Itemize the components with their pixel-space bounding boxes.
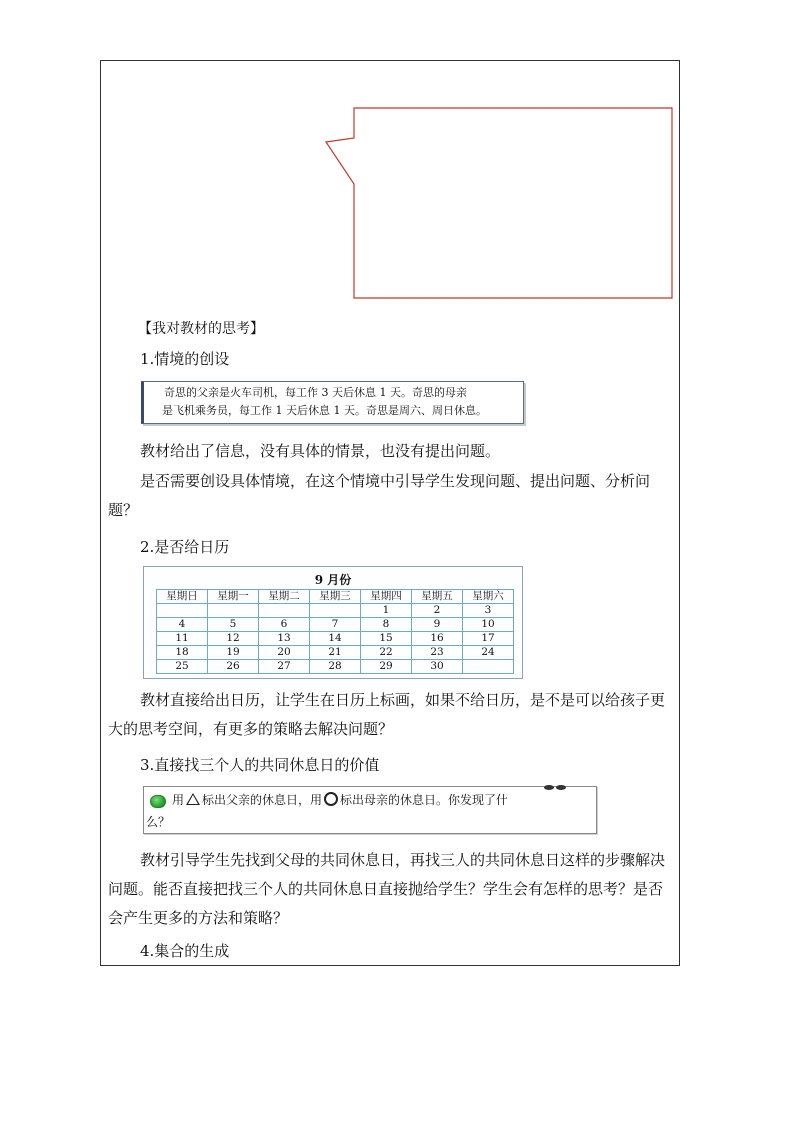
calendar-day: 5 [208, 618, 259, 632]
calendar-day: 13 [259, 632, 310, 646]
calendar-day: 9 [412, 618, 463, 632]
calendar-day: 8 [361, 618, 412, 632]
question-figure [143, 786, 597, 834]
calendar-day: 2 [412, 604, 463, 618]
paragraph-2: 是否需要创设具体情境，在这个情境中引导学生发现问题、提出问题、分析问题？ [108, 472, 651, 519]
speech-callout [322, 106, 676, 302]
calendar-day: 25 [157, 660, 208, 674]
calendar-day: 30 [412, 660, 463, 674]
calendar-day: 11 [157, 632, 208, 646]
ink-blot-icon [544, 785, 570, 791]
question-text-3: 标出母亲的休息日。你发现了什 [340, 793, 509, 807]
calendar-header-cell: 星期二 [259, 590, 310, 604]
question-text-1: 用 [172, 793, 185, 807]
calendar-title: 9 月份 [314, 573, 352, 587]
calendar-week-row [157, 618, 514, 632]
paragraph-4: 教材引导学生先找到父母的共同休息日，再找三人的共同休息日这样的步骤解决问题。能否直接把找三个人的共同休息日直接抛给学生？学生会有怎样的思考？是否会产生更多的方法和策略？ [108, 851, 666, 927]
calendar-week-row [157, 632, 514, 646]
paragraph-1: 教材给出了信息，没有具体的情景，也没有提出问题。 [140, 442, 501, 460]
calendar-header-cell: 星期四 [361, 590, 412, 604]
section-3-title: 3.直接找三个人的共同休息日的价值 [140, 756, 380, 774]
calendar-header-cell: 星期三 [310, 590, 361, 604]
calendar-day: 1 [361, 604, 412, 618]
question-text-2: 标出父亲的休息日，用 [202, 793, 323, 807]
calendar-week-row [157, 660, 514, 674]
calendar-day: 24 [463, 646, 514, 660]
calendar-day: 18 [157, 646, 208, 660]
calendar-figure [143, 566, 523, 679]
section-2-title: 2.是否给日历 [140, 538, 230, 556]
calendar-day: 10 [463, 618, 514, 632]
calendar-table [156, 589, 514, 674]
green-bullet-icon [150, 795, 166, 808]
calendar-day: 6 [259, 618, 310, 632]
reflection-heading: 【我对教材的思考】 [138, 321, 264, 337]
calendar-day: 15 [361, 632, 412, 646]
calendar-day: 23 [412, 646, 463, 660]
calendar-day: 21 [310, 646, 361, 660]
info-line-1: 奇思的父亲是火车司机，每工作 3 天后休息 1 天。奇思的母亲 [164, 386, 467, 399]
calendar-header-cell: 星期一 [208, 590, 259, 604]
calendar-day: 17 [463, 632, 514, 646]
calendar-day: 12 [208, 632, 259, 646]
calendar-header-row [157, 590, 514, 604]
triangle-icon [186, 793, 200, 805]
calendar-header-cell: 星期五 [412, 590, 463, 604]
calendar-day [463, 660, 514, 674]
calendar-day: 29 [361, 660, 412, 674]
calendar-day: 28 [310, 660, 361, 674]
calendar-week-row [157, 646, 514, 660]
calendar-day [208, 604, 259, 618]
calendar-day: 22 [361, 646, 412, 660]
calendar-day: 14 [310, 632, 361, 646]
calendar-day [259, 604, 310, 618]
calendar-day: 27 [259, 660, 310, 674]
calendar-header-cell: 星期六 [463, 590, 514, 604]
section-1-title: 1.情境的创设 [140, 350, 230, 368]
calendar-day [157, 604, 208, 618]
calendar-day: 20 [259, 646, 310, 660]
calendar-day: 7 [310, 618, 361, 632]
info-line-2: 是飞机乘务员，每工作 1 天后休息 1 天。奇思是周六、周日休息。 [162, 404, 487, 417]
calendar-day: 3 [463, 604, 514, 618]
circle-icon [324, 792, 338, 806]
question-text-4: 么？ [146, 815, 171, 829]
calendar-week-row [157, 604, 514, 618]
paragraph-3: 教材直接给出日历，让学生在日历上标画，如果不给日历，是不是可以给孩子更大的思考空间，有更多的策略去解决问题？ [108, 691, 666, 738]
section-4-title: 4.集合的生成 [140, 942, 230, 960]
calendar-day: 4 [157, 618, 208, 632]
calendar-day: 19 [208, 646, 259, 660]
calendar-header-cell: 星期日 [157, 590, 208, 604]
calendar-day [310, 604, 361, 618]
info-figure [141, 381, 524, 424]
calendar-day: 26 [208, 660, 259, 674]
calendar-day: 16 [412, 632, 463, 646]
